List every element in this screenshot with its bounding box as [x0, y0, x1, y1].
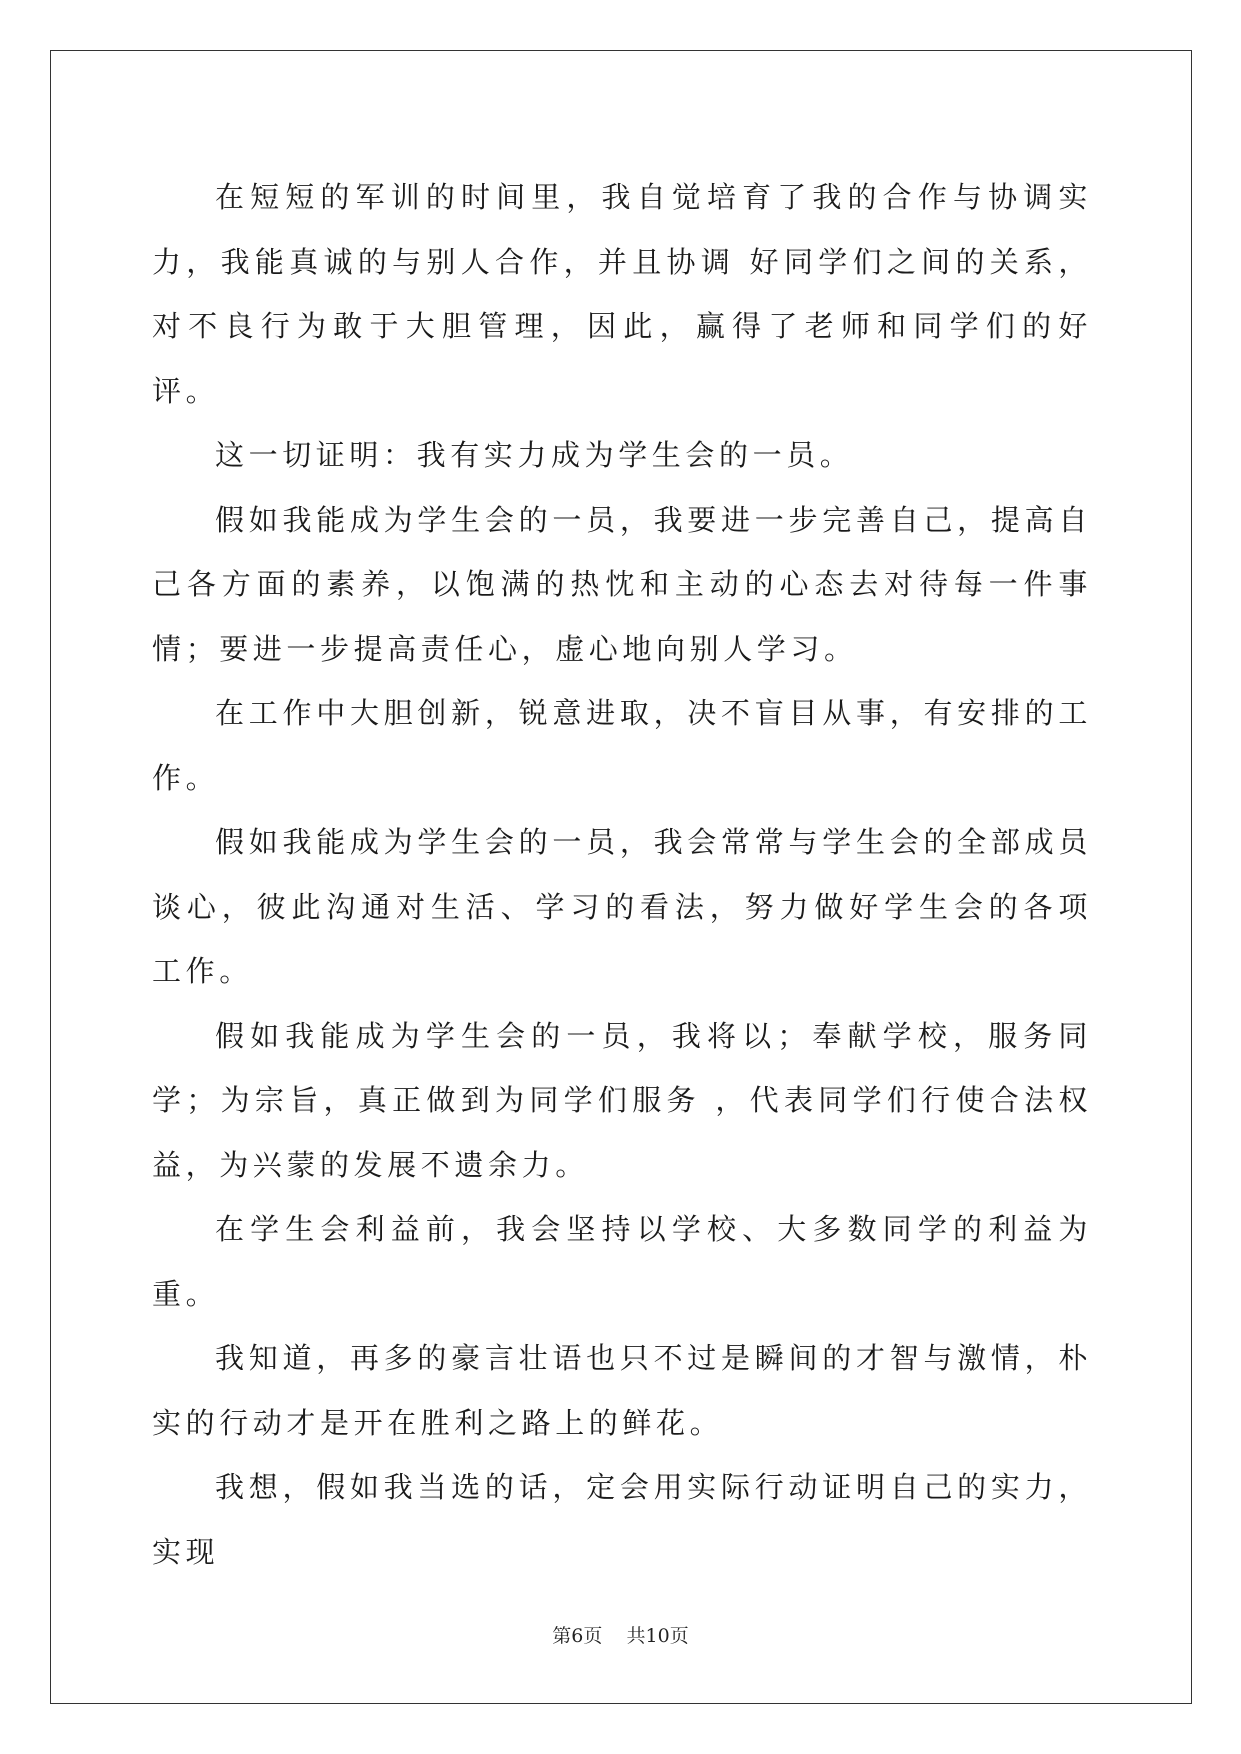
- page-footer: [0, 1621, 1241, 1648]
- paragraph: 假如我能成为学生会的一员，我会常常与学生会的全部成员谈心，彼此沟通对生活、学习的看法，努力做好学生会的各项工作。: [152, 825, 1092, 988]
- page-total: 共10页: [626, 1625, 689, 1647]
- document-body: [152, 165, 1092, 1584]
- paragraph: 在工作中大胆创新，锐意进取，决不盲目从事，有安排的工作。: [152, 696, 1092, 795]
- paragraph: 假如我能成为学生会的一员，我要进一步完善自己，提高自己各方面的素养，以饱满的热忱和主动的心态去对待每一件事情；要进一步提高责任心，虚心地向别人学习。: [152, 502, 1092, 666]
- paragraph: 我知道，再多的豪言壮语也只不过是瞬间的才智与激情，朴实的行动才是开在胜利之路上的鲜花。: [152, 1341, 1092, 1440]
- paragraph: 在学生会利益前，我会坚持以学校、大多数同学的利益为重。: [152, 1212, 1092, 1311]
- paragraph: 在短短的军训的时间里，我自觉培育了我的合作与协调实力，我能真诚的与别人合作，并且协调 好同学们之间的关系，对不良行为敢于大胆管理，因此，赢得了老师和同学们的好评。: [152, 180, 1092, 408]
- page-number: 第6页: [552, 1625, 603, 1647]
- paragraph: 我想，假如我当选的话，定会用实际行动证明自己的实力，实现: [152, 1470, 1092, 1569]
- paragraph: 假如我能成为学生会的一员，我将以；奉献学校，服务同学；为宗旨，真正做到为同学们服务 ，代表同学们行使合法权益，为兴蒙的发展不遗余力。: [152, 1018, 1092, 1182]
- paragraph: 这一切证明：我有实力成为学生会的一员。: [215, 438, 854, 472]
